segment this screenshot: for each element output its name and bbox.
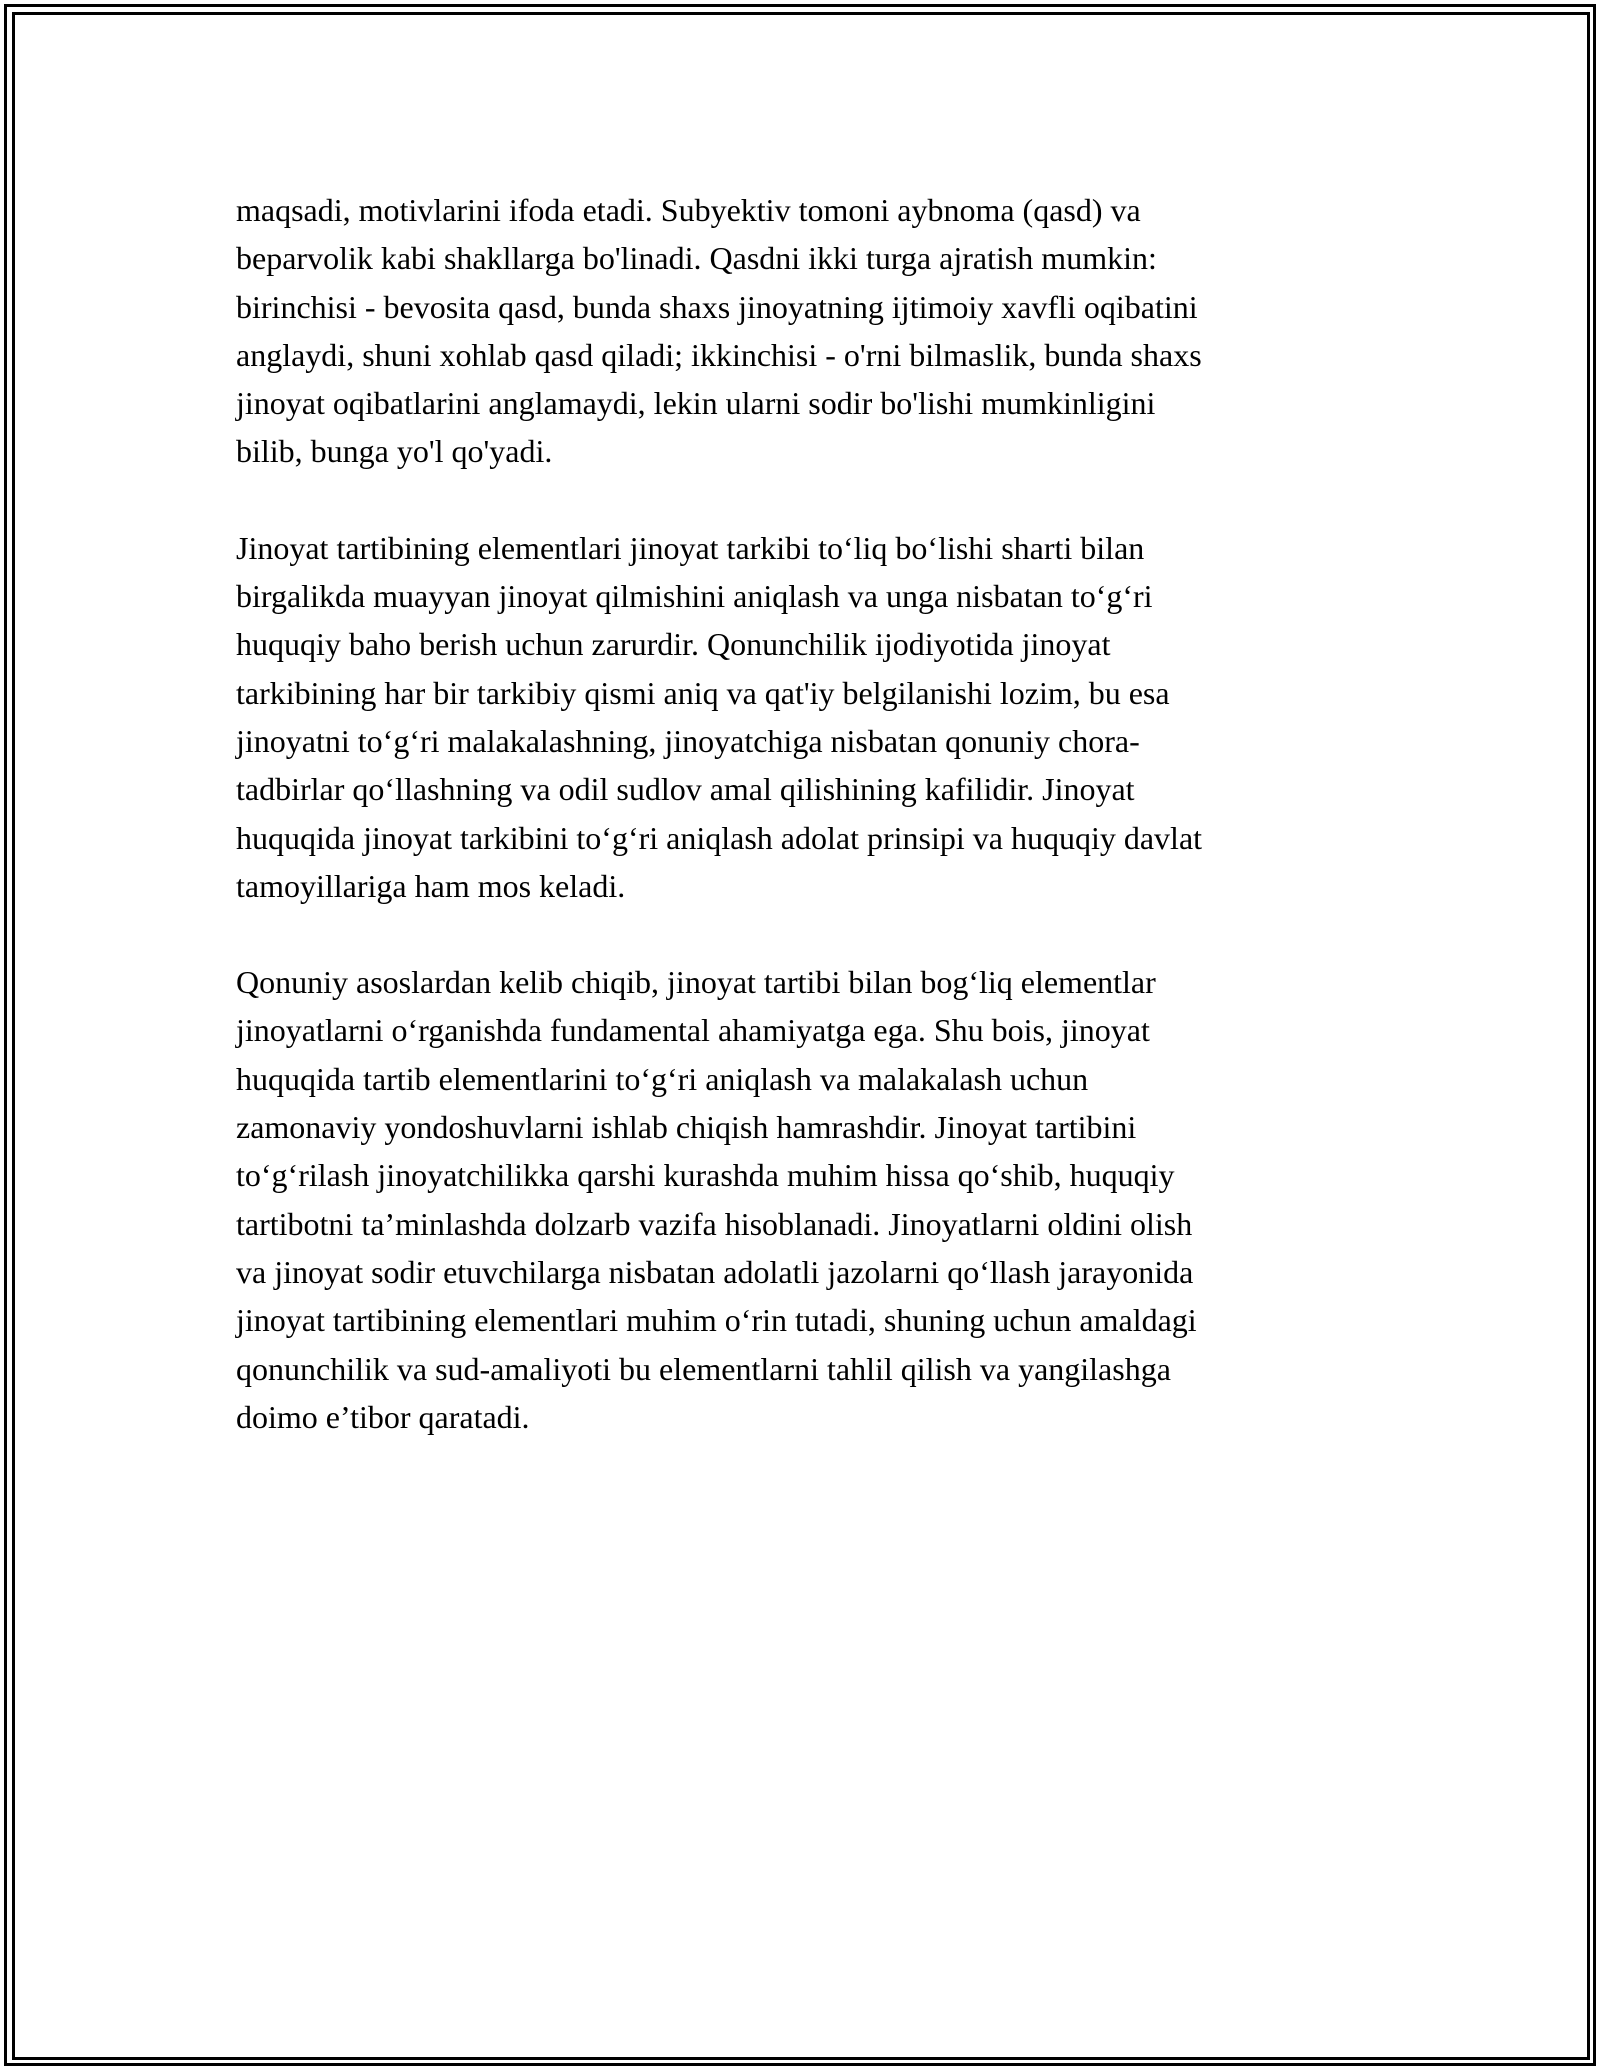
document-body [236,186,1356,1489]
paragraph-3: Qonuniy asoslardan kelib chiqib, jinoyat tartibi bilan bog‘liq elementlar jinoyatlarni o‘rganishda fundamental ahamiyatga ega. Shu bois, jinoyat huquqida tartib elementlarini to‘g‘ri aniqlash va malakalash uchun zamonaviy yondoshuvlarni ishlab chiqish hamrashdir. Jinoyat tartibini to‘g‘rilash jinoyatchilikka qarshi kurashda muhim hissa qo‘shib, huquqiy tartibotni ta’minlashda dolzarb vazifa hisoblanadi. Jinoyatlarni oldini olish va jinoyat sodir etuvchilarga nisbatan adolatli jazolarni qo‘llash jarayonida jinoyat tartibining elementlari muhim o‘rin tutadi, shuning uchun amaldagi qonunchilik va sud-amaliyoti bu elementlarni tahlil qilish va yangilashga doimo e’tibor qaratadi. [236,964,1197,1435]
paragraph-2: Jinoyat tartibining elementlari jinoyat tarkibi to‘liq bo‘lishi sharti bilan birgalikda muayyan jinoyat qilmishini aniqlash va unga nisbatan to‘g‘ri huquqiy baho berish uchun zarurdir. Qonunchilik ijodiyotida jinoyat tarkibining har bir tarkibiy qismi aniq va qat'iy belgilanishi lozim, bu esa jinoyatni to‘g‘ri malakalashning, jinoyatchiga nisbatan qonuniy chora- tadbirlar qo‘llashning va odil sudlov amal qilishining kafilidir. Jinoyat huquqida jinoyat tarkibini to‘g‘ri aniqlash adolat prinsipi va huquqiy davlat tamoyillariga ham mos keladi. [236,529,1203,904]
paragraph-1: maqsadi, motivlarini ifoda etadi. Subyektiv tomoni aybnoma (qasd) va beparvolik kabi shakllarga bo'linadi. Qasdni ikki turga ajratish mumkin: birinchisi - bevosita qasd, bunda shaxs jinoyatning ijtimoiy xavfli oqibatini anglaydi, shuni xohlab qasd qiladi; ikkinchisi - o'rni bilmaslik, bunda shaxs jinoyat oqibatlarini anglamaydi, lekin ularni sodir bo'lishi mumkinligini bilib, bunga yo'l qo'yadi. [236,192,1202,470]
